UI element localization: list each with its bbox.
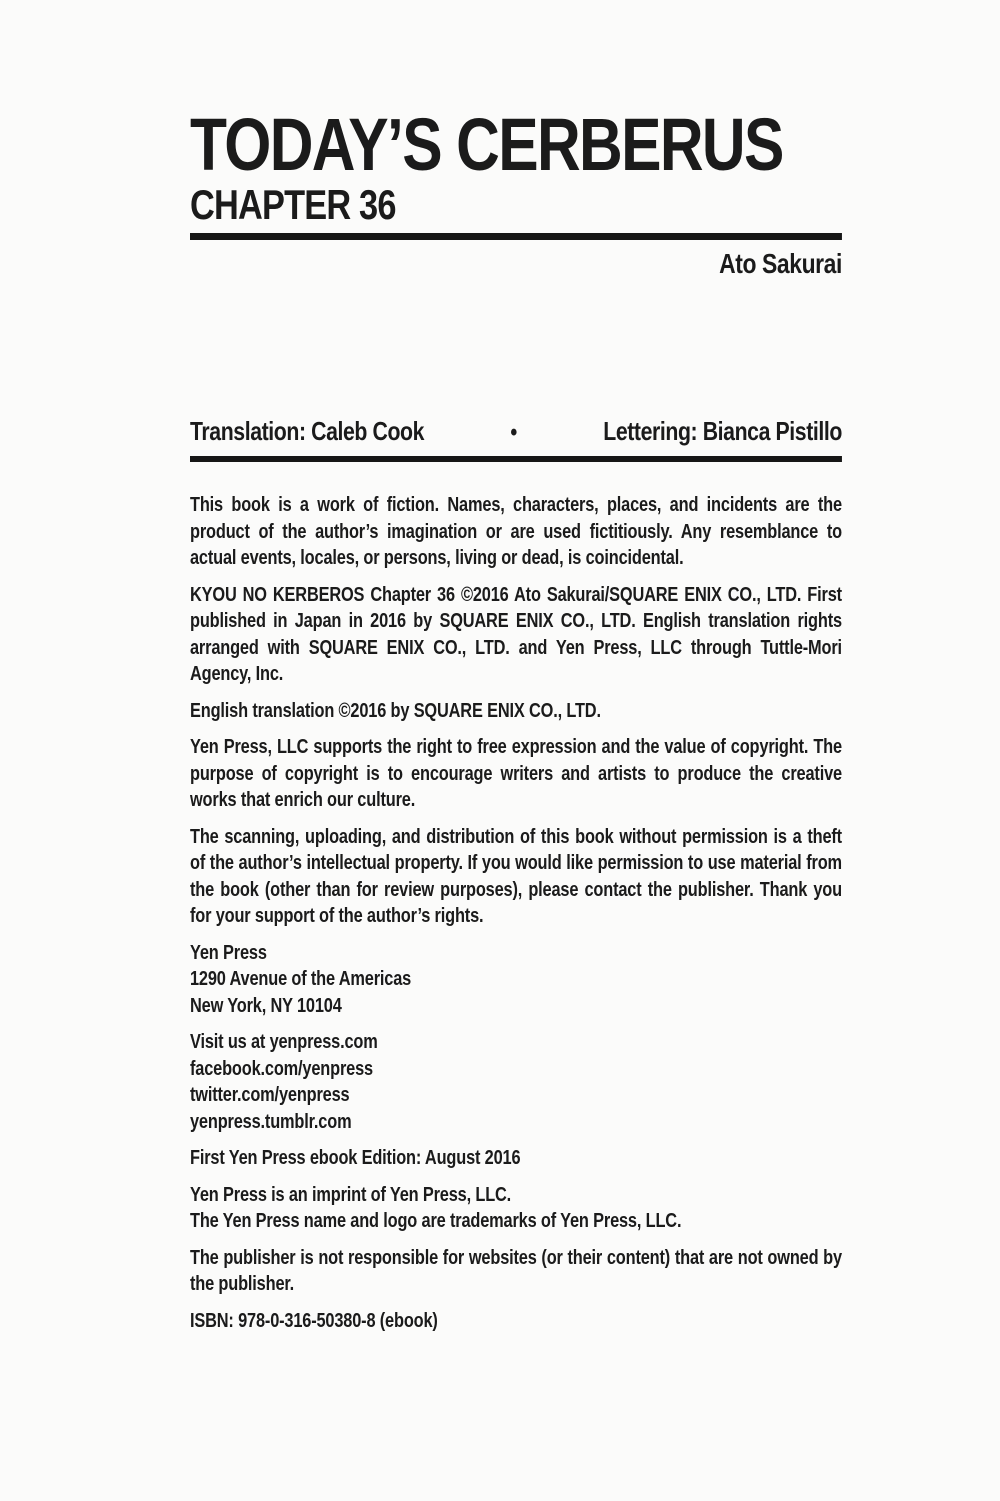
imprint-block xyxy=(190,1182,842,1235)
publisher-name: Yen Press xyxy=(190,941,267,964)
tumblr-line: yenpress.tumblr.com xyxy=(190,1110,352,1133)
trademark-line: The Yen Press name and logo are trademarks of Yen Press, LLC. xyxy=(190,1210,682,1232)
twitter-line: twitter.com/yenpress xyxy=(190,1084,350,1106)
publisher-address-city: New York, NY 10104 xyxy=(190,994,342,1017)
edition-block xyxy=(190,1145,842,1172)
fiction-disclaimer-paragraph: This book is a work of fiction. Names, characters, places, and incidents are the product of the author’s imagination or are used fictitiously. Any resemblance to actual events, locales, or persons, living or dead, is coincidental. xyxy=(190,494,842,569)
translation-credit: Translation: Caleb Cook xyxy=(190,416,425,446)
credit-separator-bullet: • xyxy=(510,419,517,446)
book-title: TODAY’S CERBERUS xyxy=(190,103,783,186)
free-expression-paragraph: Yen Press, LLC supports the right to free expression and the value of copyright. The purpose of copyright is to encourage writers and artists to produce the creative works that enrich our culture. xyxy=(190,736,842,811)
web-links-block xyxy=(190,1029,842,1135)
content-column xyxy=(190,0,842,1344)
legal-text-block xyxy=(190,492,842,1334)
website-disclaimer-paragraph: The publisher is not responsible for websites (or their content) that are not owned by the publisher. xyxy=(190,1246,842,1295)
publisher-address-street: 1290 Avenue of the Americas xyxy=(190,968,412,990)
lettering-credit: Lettering: Bianca Pistillo xyxy=(603,416,842,446)
isbn-block xyxy=(190,1308,842,1335)
imprint-line: Yen Press is an imprint of Yen Press, LLC. xyxy=(190,1183,512,1206)
website-line: Visit us at yenpress.com xyxy=(190,1031,378,1053)
publisher-address-block xyxy=(190,940,842,1020)
author-name: Ato Sakurai xyxy=(719,248,842,279)
facebook-line: facebook.com/yenpress xyxy=(190,1057,373,1080)
title-divider xyxy=(190,233,842,240)
isbn-line: ISBN: 978-0-316-50380-8 (ebook) xyxy=(190,1309,438,1332)
credits-line xyxy=(190,416,842,448)
translation-copyright-paragraph: English translation ©2016 by SQUARE ENIX CO., LTD. xyxy=(190,699,601,722)
copyright-notice-paragraph: KYOU NO KERBEROS Chapter 36 ©2016 Ato Sakurai/SQUARE ENIX CO., LTD. First published in Japan in 2016 by SQUARE ENIX CO., LTD. English translation rights arranged with SQUARE ENIX CO., LTD. and Yen Press, LLC through Tuttle-Mori Agency, Inc. xyxy=(190,583,842,685)
chapter-label: CHAPTER 36 xyxy=(190,181,396,228)
scanning-warning-paragraph: The scanning, uploading, and distribution of this book without permission is a theft of the author’s intellectual property. If you would like permission to use material from the book (other than for review purposes), please contact the publisher. Thank you for your support of the author’s rights. xyxy=(190,825,842,927)
edition-line: First Yen Press ebook Edition: August 2016 xyxy=(190,1147,521,1169)
credits-divider xyxy=(190,456,842,462)
